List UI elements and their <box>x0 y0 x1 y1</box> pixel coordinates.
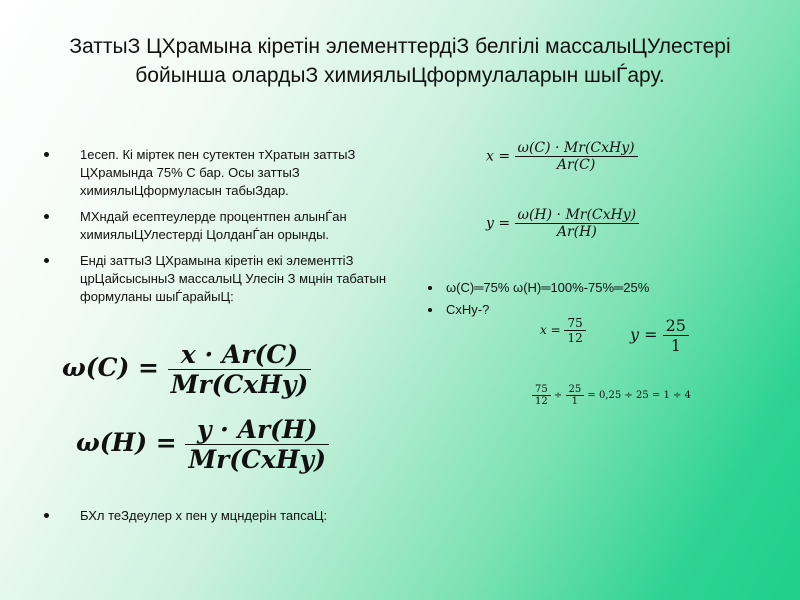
formula-omega-c-numerator: x · Ar(C) <box>180 340 299 369</box>
ratio-b-fraction <box>566 384 585 407</box>
calc-y-fraction <box>663 316 689 355</box>
bullet-derive-formula: Ендi заттыЗ ЦХрамына кiретiн екi элементтiЗ црЦайсысыныЗ массалыЦ Улесiн З мцнiн табатын формуланы шыЃарайыЦ: <box>40 252 390 306</box>
title-line-1: ЗаттыЗ ЦХрамына кiретiн элементтердiЗ белгiлi массалыЦУлестерi <box>69 35 731 58</box>
formula-x <box>486 140 638 173</box>
formula-omega-h-lhs: ω(H) = <box>76 428 177 457</box>
formula-y-fraction <box>515 207 640 240</box>
ratio-a-fraction <box>532 384 551 407</box>
bullet-problem-1: 1есеп. Кi мiртек пен сутектен тХратын заттыЗ ЦХрамында 75% С бар. Осы заттыЗ химиялыЦформуласын табыЗдар. <box>40 146 390 200</box>
ratio-result: = 0,25 ÷ 25 = 1 ÷ 4 <box>587 390 691 401</box>
calc-y <box>630 316 689 355</box>
formula-omega-h-denominator: Mr(CxHy) <box>185 444 328 474</box>
formula-y-numerator: ω(H) · Mr(CxHy) <box>517 207 637 223</box>
bullet-solve-xy: БХл теЗдеулер х пен у мцндерiн тапсаЦ: <box>40 507 390 525</box>
ratio-a-denominator: 12 <box>532 395 551 407</box>
formula-x-fraction <box>515 140 638 173</box>
formula-omega-h <box>76 415 329 474</box>
calc-y-numerator: 25 <box>665 316 686 335</box>
calc-x <box>540 316 586 345</box>
bullet-usage-note: МХндай есептеулерде процентпен алынЃан химиялыЦУлестердi ЦолданЃан орынды. <box>40 208 390 244</box>
bullet-find-formula: CxHy-? <box>426 300 756 320</box>
calc-x-lhs: x = <box>540 323 561 337</box>
formula-x-denominator: Ar(C) <box>515 156 638 173</box>
bottom-bullet-list <box>40 507 390 533</box>
ratio-b-numerator: 25 <box>568 384 582 395</box>
formula-omega-c-denominator: Mr(CxHy) <box>168 369 311 399</box>
calc-x-numerator: 75 <box>567 316 583 330</box>
ratio-operator: ÷ <box>553 390 563 401</box>
formula-y-lhs: y = <box>486 215 511 232</box>
bullet-given-fractions: ω(C)═75% ω(H)═100%-75%═25% <box>426 278 756 298</box>
calc-x-denominator: 12 <box>564 330 585 345</box>
calc-y-lhs: y = <box>630 325 658 344</box>
left-bullet-list <box>40 146 390 314</box>
right-bullet-list <box>426 278 756 322</box>
ratio-b-denominator: 1 <box>566 395 585 407</box>
formula-y <box>486 207 639 240</box>
title-line-2: бойынша олардыЗ химиялыЦформулаларын шыЃару. <box>135 64 665 87</box>
formula-omega-c <box>62 340 311 399</box>
formula-omega-c-lhs: ω(C) = <box>62 353 160 382</box>
calc-x-fraction <box>564 316 585 345</box>
formula-x-lhs: x = <box>486 148 511 165</box>
calc-y-denominator: 1 <box>663 335 689 355</box>
formula-y-denominator: Ar(H) <box>515 223 640 240</box>
formula-omega-c-fraction <box>168 340 311 399</box>
slide-title <box>30 32 770 90</box>
ratio-a-numerator: 75 <box>535 384 548 395</box>
formula-omega-h-fraction <box>185 415 328 474</box>
calc-ratio <box>532 384 691 407</box>
formula-omega-h-numerator: y · Ar(H) <box>196 415 318 444</box>
formula-x-numerator: ω(C) · Mr(CxHy) <box>517 140 635 156</box>
